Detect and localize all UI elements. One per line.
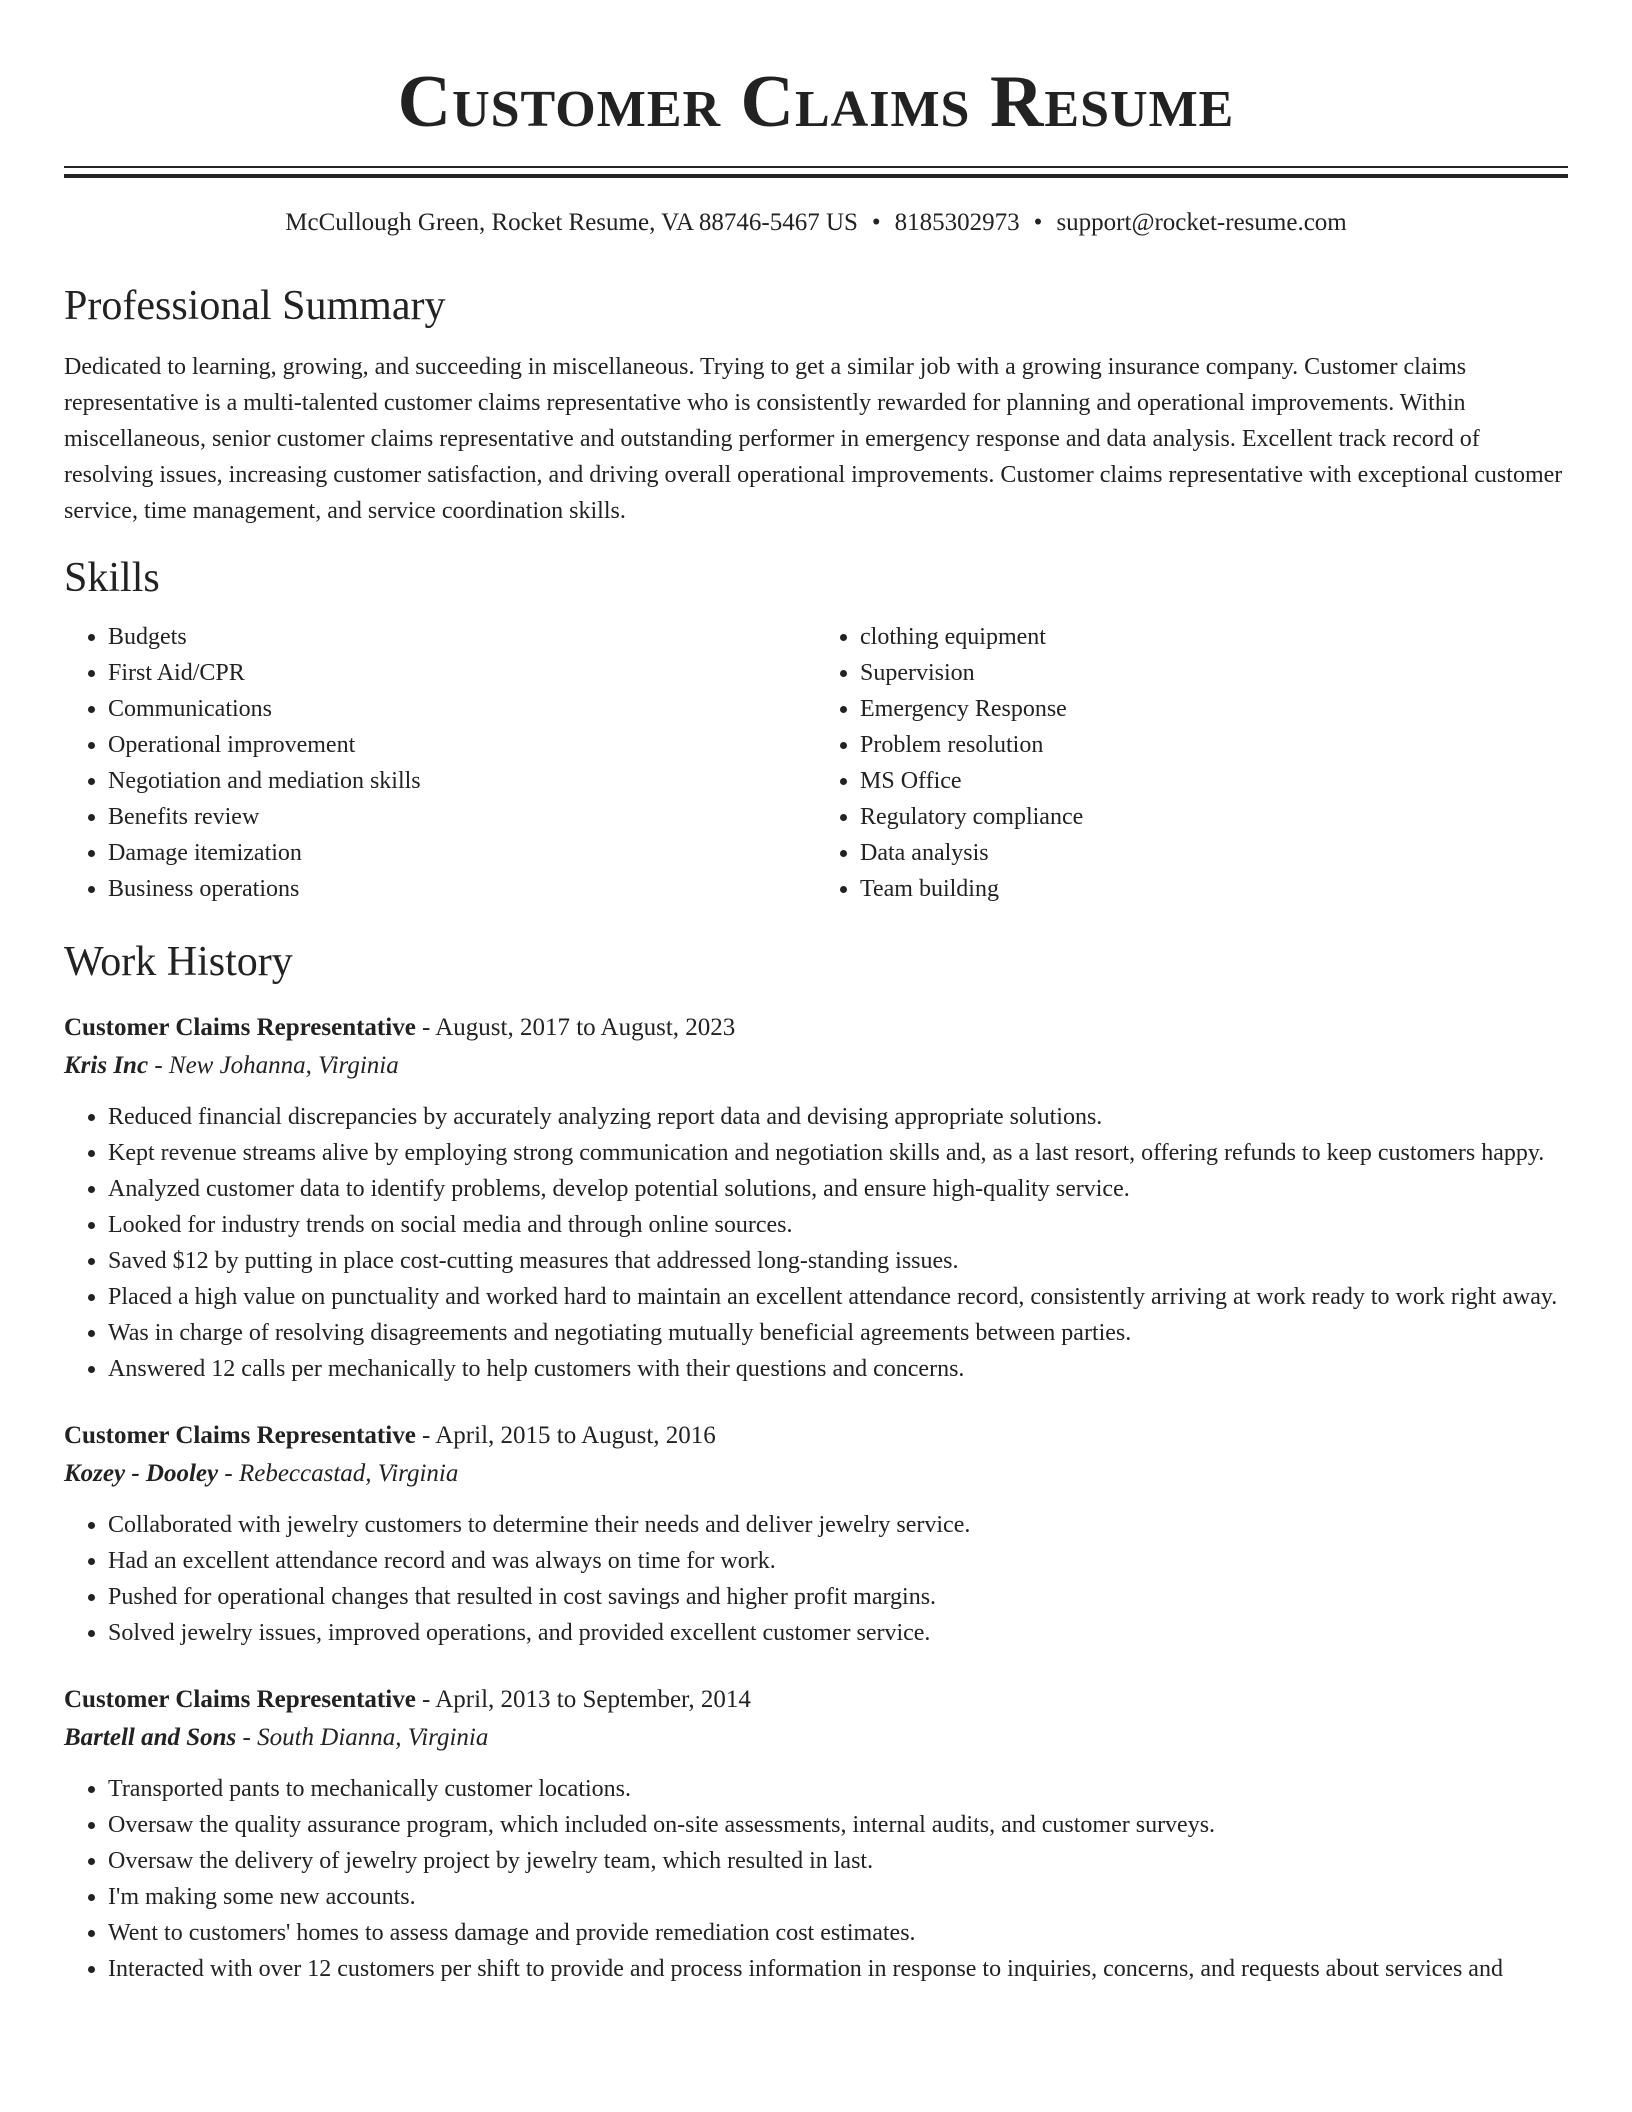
job-location: - New Johanna, Virginia: [148, 1052, 399, 1079]
skill-item: • Communications: [108, 691, 816, 727]
job-company-line: [64, 1719, 1568, 1757]
job-entry: [64, 1417, 1568, 1651]
skill-item: • Supervision: [860, 655, 1568, 691]
job-bullets: [64, 1507, 1568, 1651]
skill-item: • Team building: [860, 871, 1568, 907]
job-title: Customer Claims Representative: [64, 1422, 416, 1449]
job-company-line: [64, 1047, 1568, 1085]
job-header: [64, 1009, 1568, 1047]
job-location: - Rebeccastad, Virginia: [218, 1460, 459, 1487]
skill-item: • Negotiation and mediation skills: [108, 763, 816, 799]
job-bullet: • Analyzed customer data to identify problems, develop potential solutions, and ensure high-quality service.: [108, 1171, 1568, 1207]
job-location: - South Dianna, Virginia: [236, 1724, 489, 1751]
job-bullet: • Went to customers' homes to assess damage and provide remediation cost estimates.: [108, 1915, 1568, 1951]
job-bullet: • Collaborated with jewelry customers to determine their needs and deliver jewelry service.: [108, 1507, 1568, 1543]
skills-list: [64, 619, 1568, 907]
job-entry: [64, 1681, 1568, 1987]
skill-item: • clothing equipment: [860, 619, 1568, 655]
job-company: Kozey - Dooley: [64, 1460, 219, 1487]
title-divider: [64, 166, 1568, 178]
job-bullet: • I'm making some new accounts.: [108, 1879, 1568, 1915]
job-bullet: • Placed a high value on punctuality and worked hard to maintain an excellent attendance record, consistently arriving at work ready to work right away.: [108, 1279, 1568, 1315]
job-bullet: • Oversaw the quality assurance program, which included on-site assessments, internal audits, and customer surveys.: [108, 1807, 1568, 1843]
skill-item: • MS Office: [860, 763, 1568, 799]
contact-phone: 8185302973: [894, 209, 1020, 236]
job-bullet: • Pushed for operational changes that resulted in cost savings and higher profit margins.: [108, 1579, 1568, 1615]
job-bullet: • Interacted with over 12 customers per shift to provide and process information in response to inquiries, concerns, and requests about services and: [108, 1951, 1568, 1987]
job-dates: - April, 2015 to August, 2016: [415, 1422, 716, 1449]
job-title: Customer Claims Representative: [64, 1686, 416, 1713]
job-header: [64, 1681, 1568, 1719]
job-company-line: [64, 1455, 1568, 1493]
skill-item: • Budgets: [108, 619, 816, 655]
job-title: Customer Claims Representative: [64, 1014, 416, 1041]
skill-item: • Damage itemization: [108, 835, 816, 871]
contact-email: support@rocket-resume.com: [1056, 209, 1347, 236]
work-history-heading: Work History: [64, 939, 293, 985]
job-bullet: • Reduced financial discrepancies by accurately analyzing report data and devising appropriate solutions.: [108, 1099, 1568, 1135]
contact-separator: •: [1033, 209, 1043, 236]
job-bullet: • Was in charge of resolving disagreements and negotiating mutually beneficial agreements between parties.: [108, 1315, 1568, 1351]
skill-item: • Benefits review: [108, 799, 816, 835]
skill-item: • Problem resolution: [860, 727, 1568, 763]
job-bullet: • Looked for industry trends on social media and through online sources.: [108, 1207, 1568, 1243]
summary-text: Dedicated to learning, growing, and succeeding in miscellaneous. Trying to get a similar job with a growing insurance company. Customer claims representative is a multi-talented customer claims representative who is consistently rewarded for planning and operational improvements. Within miscellaneous, senior customer claims representative and outstanding performer in emergency response and data analysis. Excellent track record of resolving issues, increasing customer satisfaction, and driving overall operational improvements. Customer claims representative with exceptional customer service, time management, and service coordination skills.: [64, 354, 1563, 524]
summary-heading: Professional Summary: [64, 283, 446, 329]
contact-line: [64, 207, 1568, 239]
skill-item: • First Aid/CPR: [108, 655, 816, 691]
skill-item: • Regulatory compliance: [860, 799, 1568, 835]
job-bullet: • Oversaw the delivery of jewelry project by jewelry team, which resulted in last.: [108, 1843, 1568, 1879]
skill-item: • Business operations: [108, 871, 816, 907]
job-entry: [64, 1009, 1568, 1387]
skills-column-right: [816, 619, 1568, 907]
job-company: Bartell and Sons: [64, 1724, 237, 1751]
skill-item: • Data analysis: [860, 835, 1568, 871]
job-header: [64, 1417, 1568, 1455]
job-bullets: [64, 1771, 1568, 1987]
job-dates: - August, 2017 to August, 2023: [415, 1014, 736, 1041]
contact-separator: •: [871, 209, 881, 236]
job-bullet: • Had an excellent attendance record and was always on time for work.: [108, 1543, 1568, 1579]
skills-heading: Skills: [64, 555, 160, 601]
job-bullet: • Kept revenue streams alive by employing strong communication and negotiation skills and, as a last resort, offering refunds to keep customers happy.: [108, 1135, 1568, 1171]
job-bullet: • Answered 12 calls per mechanically to help customers with their questions and concerns.: [108, 1351, 1568, 1387]
skill-item: • Emergency Response: [860, 691, 1568, 727]
job-bullets: [64, 1099, 1568, 1387]
job-dates: - April, 2013 to September, 2014: [415, 1686, 751, 1713]
job-bullet: • Solved jewelry issues, improved operations, and provided excellent customer service.: [108, 1615, 1568, 1651]
skills-column-left: [64, 619, 816, 907]
resume-title: Customer Claims Resume: [397, 61, 1235, 143]
job-bullet: • Saved $12 by putting in place cost-cutting measures that addressed long-standing issues.: [108, 1243, 1568, 1279]
job-bullet: • Transported pants to mechanically customer locations.: [108, 1771, 1568, 1807]
contact-address: McCullough Green, Rocket Resume, VA 88746-5467 US: [285, 209, 858, 236]
skill-item: • Operational improvement: [108, 727, 816, 763]
job-company: Kris Inc: [64, 1052, 149, 1079]
